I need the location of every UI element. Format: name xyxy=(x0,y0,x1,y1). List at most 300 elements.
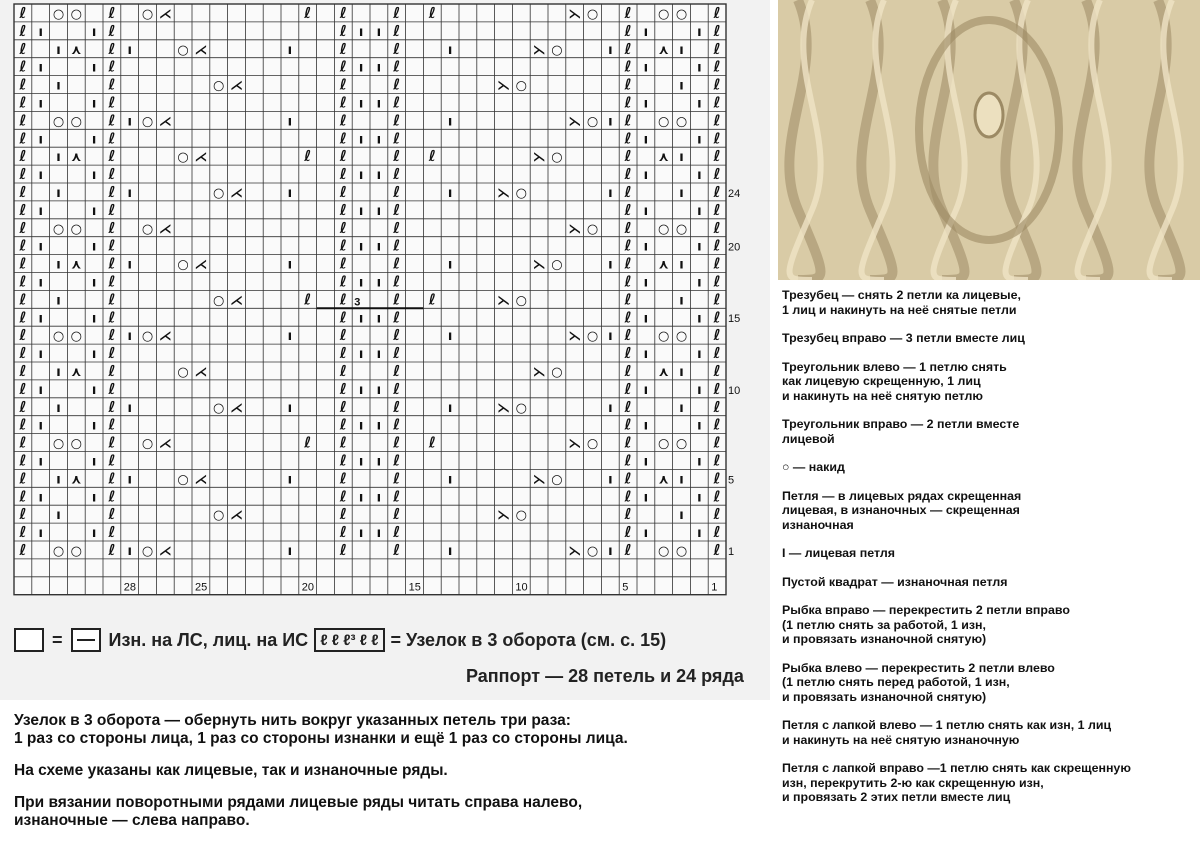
chart-symbol: ℓ xyxy=(304,147,312,166)
chart-symbol: ⋏ xyxy=(658,472,669,488)
chart-symbol: ⋌ xyxy=(158,436,172,452)
chart-symbol: ○ xyxy=(213,185,225,201)
chart-symbol: ı xyxy=(91,382,97,398)
chart-symbol: ℓ xyxy=(339,487,347,506)
chart-symbol: ℓ xyxy=(108,433,116,452)
chart-symbol: ○ xyxy=(658,221,670,237)
chart-symbol: ℓ xyxy=(19,415,27,434)
chart-symbol: ⋌ xyxy=(194,364,208,380)
chart-symbol: ℓ xyxy=(713,344,721,363)
chart-symbol: ℓ xyxy=(393,397,401,416)
chart-symbol: ○ xyxy=(515,293,527,309)
chart-symbol: ℓ xyxy=(713,200,721,219)
chart-symbol: ○ xyxy=(586,543,599,559)
chart-symbol: ⋋ xyxy=(497,508,510,524)
chart-symbol: ⋋ xyxy=(532,364,546,380)
chart-symbol: ℓ xyxy=(339,540,347,559)
chart-symbol: ℓ xyxy=(393,21,401,40)
chart-symbol: ℓ xyxy=(19,397,27,416)
chart-symbol: ℓ xyxy=(624,3,632,22)
chart-symbol: ı xyxy=(91,203,97,219)
chart-symbol: ı xyxy=(127,257,132,273)
chart-symbol: ı xyxy=(56,293,61,309)
chart-symbol: ı xyxy=(56,257,61,273)
row-number: 10 xyxy=(728,384,741,397)
chart-symbol: ı xyxy=(358,275,364,291)
chart-symbol: ı xyxy=(38,96,43,112)
symbol-legend xyxy=(782,288,1196,819)
chart-symbol: ℓ xyxy=(624,326,632,345)
chart-symbol: ○ xyxy=(52,543,65,559)
chart-symbol: ı xyxy=(697,168,702,184)
note-paragraph-3: При вязании поворотными рядами лицевые ряды читать справа налево, изнаночные — слева направо. xyxy=(14,794,583,829)
chart-symbol: ○ xyxy=(141,221,154,237)
chart-symbol: ı xyxy=(643,454,649,470)
chart-symbol: ℓ xyxy=(108,361,116,380)
chart-symbol: ℓ xyxy=(713,487,721,506)
chart-symbol: ℓ xyxy=(713,75,721,94)
chart-symbol: ı xyxy=(608,257,613,273)
chart-symbol: ı xyxy=(358,490,364,506)
row-number: 5 xyxy=(728,474,735,487)
chart-symbol: ı xyxy=(376,454,382,470)
legend-entry-9: Рыбка вправо — перекрестить 2 петли вправо (1 петлю снять за работой, 1 изн, и провязать изнаночной снятую) xyxy=(782,603,1070,646)
chart-symbol: ı xyxy=(376,239,382,255)
chart-symbol: ı xyxy=(697,347,702,363)
chart-symbol: ℓ xyxy=(393,361,401,380)
chart-symbol: ı xyxy=(376,347,382,363)
chart-symbol: ○ xyxy=(515,78,527,94)
chart-symbol: ı xyxy=(127,114,132,130)
chart-symbol: ı xyxy=(287,42,293,58)
chart-symbol: ℓ xyxy=(339,39,347,58)
chart-symbol: ℓ xyxy=(108,236,116,255)
chart-symbol: ℓ xyxy=(393,39,401,58)
chart-symbol: ℓ xyxy=(713,379,721,398)
chart-symbol: ı xyxy=(38,490,43,506)
chart-symbol: ○ xyxy=(551,364,563,380)
chart-symbol: ⋌ xyxy=(230,508,243,524)
chart-symbol: ℓ xyxy=(713,505,721,524)
chart-symbol: ı xyxy=(679,42,684,58)
chart-symbol: ℓ xyxy=(19,21,27,40)
chart-symbol: ○ xyxy=(213,293,225,309)
chart-symbol: ℓ xyxy=(108,379,116,398)
chart-symbol: ℓ xyxy=(713,272,721,291)
chart-symbol: ⋌ xyxy=(194,472,208,488)
chart-symbol: ○ xyxy=(515,508,527,524)
chart-symbol: ı xyxy=(358,311,364,327)
chart-symbol: ℓ xyxy=(624,344,632,363)
chart-symbol: ı xyxy=(697,454,702,470)
chart-symbol: ℓ xyxy=(108,469,116,488)
chart-symbol: ℓ xyxy=(19,505,27,524)
chart-symbol: ı xyxy=(38,382,43,398)
chart-symbol: ℓ xyxy=(624,415,632,434)
chart-symbol: ○ xyxy=(658,436,670,452)
chart-symbol: ○ xyxy=(141,543,154,559)
chart-symbol: ℓ xyxy=(108,147,116,166)
chart-symbol: ı xyxy=(56,78,61,94)
chart-symbol: ⋌ xyxy=(158,221,172,237)
chart-symbol: ı xyxy=(358,239,364,255)
chart-symbol: ı xyxy=(679,400,684,416)
chart-symbol: ı xyxy=(679,185,684,201)
row-number: 1 xyxy=(728,545,735,558)
row-number: 15 xyxy=(728,313,741,326)
chart-symbol: ℓ xyxy=(339,361,347,380)
chart-symbol: ℓ xyxy=(428,3,436,22)
chart-symbol: ⋌ xyxy=(194,150,208,166)
legend-knot-text: = Узелок в 3 оборота (см. с. 15) xyxy=(390,629,667,650)
chart-symbol: ı xyxy=(127,329,132,345)
chart-symbol: ℓ xyxy=(19,487,27,506)
chart-symbol: ℓ xyxy=(108,75,116,94)
chart-symbol: ℓ xyxy=(624,21,632,40)
column-number: 25 xyxy=(195,581,208,594)
chart-symbol: ○ xyxy=(675,543,688,559)
chart-symbol: ℓ xyxy=(339,200,347,219)
chart-symbol: ı xyxy=(358,347,364,363)
chart-symbol: ı xyxy=(38,239,43,255)
chart-symbol: ı xyxy=(679,257,684,273)
chart-symbol: ℓ xyxy=(393,75,401,94)
chart-symbol: ℓ xyxy=(393,505,401,524)
chart-symbol: ℓ xyxy=(19,523,27,542)
chart-symbol: ℓ xyxy=(624,182,632,201)
chart-symbol: ○ xyxy=(141,6,154,22)
legend-entry-3: Треугольник влево — 1 петлю снять как лицевую скрещенную, 1 лиц и накинуть на неё снятую петлю xyxy=(782,359,1007,403)
chart-symbol: ı xyxy=(643,347,649,363)
chart-symbol: ℓ xyxy=(713,236,721,255)
chart-symbol: ℓ xyxy=(624,469,632,488)
chart-symbol: ○ xyxy=(177,257,189,273)
chart-symbol: ℓ xyxy=(713,39,721,58)
chart-symbol: ℓ xyxy=(393,147,401,166)
chart-symbol: ı xyxy=(608,42,613,58)
chart-symbol: ℓ xyxy=(19,218,27,237)
chart-symbol: ı xyxy=(56,508,61,524)
chart-symbol: ℓ xyxy=(108,21,116,40)
chart-symbol: ℓ xyxy=(19,200,27,219)
chart-symbol: ı xyxy=(38,418,43,434)
chart-symbol: ℓ xyxy=(19,57,27,76)
pattern-notes xyxy=(14,712,774,844)
column-number: 20 xyxy=(301,581,315,594)
knot-symbols-text: ℓ ℓ ℓ³ ℓ ℓ xyxy=(320,631,379,649)
legend-entry-2: Трезубец вправо — 3 петли вместе лиц xyxy=(782,331,1025,345)
chart-symbol: ℓ xyxy=(428,290,436,309)
chart-symbol: ⋌ xyxy=(230,78,243,94)
chart-symbol: ℓ xyxy=(108,182,116,201)
chart-symbol: ℓ xyxy=(393,290,401,309)
chart-symbol: ı xyxy=(697,239,702,255)
chart-symbol: ℓ xyxy=(713,469,721,488)
chart-symbol: ℓ xyxy=(339,433,347,452)
chart-symbol: ı xyxy=(447,42,453,58)
chart-symbol: ○ xyxy=(70,543,82,559)
chart-symbol: ○ xyxy=(658,329,670,345)
knot-motif xyxy=(975,93,1003,137)
chart-symbol: ℓ xyxy=(108,487,116,506)
dash-square-icon xyxy=(71,628,101,652)
chart-symbol: ℓ xyxy=(108,308,116,327)
chart-symbol: ı xyxy=(608,400,613,416)
legend-entry-10: Рыбка влево — перекрестить 2 петли влево (1 петлю снять перед работой, 1 изн, и провязать изнаночной снятую) xyxy=(782,660,1055,704)
chart-symbol: ℓ xyxy=(108,93,116,112)
chart-symbol: ı xyxy=(643,311,649,327)
note-paragraph-2: На схеме указаны как лицевые, так и изнаночные ряды. xyxy=(14,762,448,779)
chart-symbol: ı xyxy=(697,418,702,434)
chart-symbol: ı xyxy=(447,400,453,416)
chart-symbol: ⋋ xyxy=(497,185,510,201)
chart-symbol: ı xyxy=(643,490,649,506)
chart-symbol: ı xyxy=(697,382,702,398)
chart-symbol: ℓ xyxy=(624,93,632,112)
chart-symbol: ı xyxy=(679,78,684,94)
chart-symbol: ℓ xyxy=(304,3,312,22)
chart-symbol: ı xyxy=(38,454,43,470)
chart-symbol: ℓ xyxy=(393,308,401,327)
chart-symbol: ℓ xyxy=(624,57,632,76)
chart-symbol: ℓ xyxy=(624,379,632,398)
chart-symbol: ı xyxy=(376,490,382,506)
chart-symbol: ı xyxy=(643,203,649,219)
chart-symbol: ℓ xyxy=(713,93,721,112)
chart-symbol: ℓ xyxy=(304,433,312,452)
note-paragraph-1: Узелок в 3 оборота — обернуть нить вокруг указанных петель три раза: 1 раз со стороны лица, 1 раз со стороны изнанки и ещё 1 раз со стороны лица. xyxy=(14,712,628,747)
chart-symbol: ⋏ xyxy=(658,150,669,166)
chart-symbol: ℓ xyxy=(624,111,632,130)
chart-symbol: ℓ xyxy=(108,523,116,542)
chart-symbol: ı xyxy=(643,239,649,255)
chart-symbol: ı xyxy=(608,543,613,559)
chart-symbol: ı xyxy=(127,472,132,488)
rapport-label: Раппорт — 28 петель и 24 ряда xyxy=(466,666,744,686)
chart-symbol: ı xyxy=(376,526,382,542)
chart-symbol: ı xyxy=(358,96,364,112)
chart-symbol: ℓ xyxy=(108,129,116,148)
chart-symbol: ℓ xyxy=(624,451,632,470)
chart-symbol: ℓ xyxy=(19,111,27,130)
chart-symbol: ℓ xyxy=(393,415,401,434)
chart-symbol: ℓ xyxy=(19,39,27,58)
chart-symbol: ı xyxy=(38,311,43,327)
chart-symbol: ○ xyxy=(675,114,688,130)
chart-symbol: ı xyxy=(358,382,364,398)
legend-entry-12: Петля с лапкой вправо —1 петлю снять как скрещенную изн, перекрутить 2-ю как скрещенную изн, и провязать 2 этих петли вместе лиц xyxy=(782,761,1131,804)
chart-symbol: ℓ xyxy=(393,3,401,22)
chart-symbol: ı xyxy=(91,418,97,434)
chart-symbol: ı xyxy=(358,24,364,40)
chart-symbol: ℓ xyxy=(19,379,27,398)
chart-symbol: ○ xyxy=(586,329,599,345)
chart-symbol: ○ xyxy=(70,221,82,237)
chart-symbol: ○ xyxy=(551,42,563,58)
chart-symbol: ℓ xyxy=(393,57,401,76)
chart-symbol: ℓ xyxy=(624,487,632,506)
chart-symbol: ℓ xyxy=(624,218,632,237)
legend-entry-5: ○ — накид xyxy=(782,460,845,474)
chart-symbol: ℓ xyxy=(108,111,116,130)
chart-symbol: ı xyxy=(376,382,382,398)
chart-symbol: ℓ xyxy=(108,505,116,524)
chart-symbol: ℓ xyxy=(713,254,721,273)
chart-symbol: ℓ xyxy=(428,433,436,452)
chart-symbol: ○ xyxy=(658,543,670,559)
chart-symbol: ı xyxy=(376,168,382,184)
chart-symbol: ı xyxy=(127,185,132,201)
chart-symbol: ⋌ xyxy=(194,257,208,273)
chart-symbol: ⋏ xyxy=(71,42,82,58)
chart-symbol: ○ xyxy=(658,114,670,130)
chart-symbol: ı xyxy=(697,96,702,112)
column-number: 10 xyxy=(515,581,528,594)
chart-symbol: ı xyxy=(697,490,702,506)
chart-symbol: ℓ xyxy=(108,218,116,237)
chart-symbol: ı xyxy=(127,400,132,416)
chart-symbol: ⋌ xyxy=(158,114,172,130)
chart-symbol: ı xyxy=(358,526,364,542)
chart-symbol: ⋏ xyxy=(71,364,82,380)
chart-symbol: ℓ xyxy=(393,129,401,148)
chart-symbol: ℓ xyxy=(393,165,401,184)
chart-symbol: ⋌ xyxy=(158,543,172,559)
chart-symbol: ℓ xyxy=(624,39,632,58)
chart-symbol: ⋏ xyxy=(658,42,669,58)
chart-legend-row xyxy=(14,628,666,652)
chart-symbol: ı xyxy=(91,96,97,112)
chart-symbol: ı xyxy=(56,472,61,488)
chart-symbol: ı xyxy=(91,168,97,184)
column-number: 15 xyxy=(408,581,421,594)
chart-symbol: ı xyxy=(643,168,649,184)
chart-symbol: ○ xyxy=(586,221,599,237)
chart-symbol: ℓ xyxy=(339,93,347,112)
chart-symbol: ○ xyxy=(675,6,688,22)
chart-symbol: ı xyxy=(447,114,453,130)
chart-symbol: ℓ xyxy=(713,57,721,76)
chart-grid xyxy=(14,4,726,595)
chart-symbol: ı xyxy=(608,472,613,488)
chart-symbol: ı xyxy=(376,24,382,40)
chart-symbol: ℓ xyxy=(339,218,347,237)
chart-symbol: ı xyxy=(127,543,132,559)
chart-symbol: ⋌ xyxy=(194,42,208,58)
chart-symbol: ℓ xyxy=(624,397,632,416)
chart-symbol: ○ xyxy=(586,6,599,22)
chart-symbol: ○ xyxy=(177,42,189,58)
chart-symbol: ℓ xyxy=(19,129,27,148)
chart-symbol: ı xyxy=(679,150,684,166)
chart-symbol: ℓ xyxy=(713,111,721,130)
chart-symbol: ℓ xyxy=(339,397,347,416)
legend-entry-7: I — лицевая петля xyxy=(782,546,895,560)
chart-symbol: ○ xyxy=(177,364,189,380)
chart-symbol: ℓ xyxy=(339,290,347,309)
chart-symbol: ℓ xyxy=(19,75,27,94)
chart-symbol: ı xyxy=(91,454,97,470)
chart-symbol: ⋋ xyxy=(532,42,546,58)
chart-symbol: ℓ xyxy=(624,433,632,452)
chart-symbol: ı xyxy=(643,382,649,398)
chart-symbol: ℓ xyxy=(339,379,347,398)
knot-number: 3 xyxy=(354,296,361,309)
chart-symbol: ı xyxy=(91,490,97,506)
chart-symbol: ı xyxy=(38,203,43,219)
chart-symbol: ℓ xyxy=(624,308,632,327)
purl-square-icon xyxy=(14,628,44,652)
chart-symbol: ℓ xyxy=(19,469,27,488)
chart-symbol: ℓ xyxy=(19,290,27,309)
chart-symbol: ı xyxy=(376,275,382,291)
chart-symbol: ○ xyxy=(658,6,670,22)
chart-symbol: ℓ xyxy=(624,290,632,309)
chart-symbol: ℓ xyxy=(339,182,347,201)
chart-symbol: ℓ xyxy=(393,379,401,398)
column-number: 5 xyxy=(622,581,629,594)
chart-symbol: ı xyxy=(91,347,97,363)
chart-symbol: ℓ xyxy=(393,469,401,488)
chart-symbol: ℓ xyxy=(108,3,116,22)
chart-symbol: ℓ xyxy=(19,540,27,559)
row-number: 24 xyxy=(728,187,741,200)
chart-symbol: ℓ xyxy=(339,254,347,273)
chart-symbol: ○ xyxy=(52,114,65,130)
chart-symbol: ℓ xyxy=(108,254,116,273)
chart-symbol: ⋋ xyxy=(568,6,582,22)
chart-symbol: ℓ xyxy=(713,326,721,345)
chart-symbol: ı xyxy=(91,311,97,327)
chart-symbol: ℓ xyxy=(624,361,632,380)
chart-symbol: ℓ xyxy=(339,75,347,94)
chart-symbol: ℓ xyxy=(393,326,401,345)
chart-symbol: ı xyxy=(608,185,613,201)
chart-symbol: ı xyxy=(287,400,293,416)
chart-symbol: ı xyxy=(287,185,293,201)
chart-symbol: ℓ xyxy=(339,505,347,524)
chart-symbol: ⋋ xyxy=(497,400,510,416)
chart-symbol: ○ xyxy=(675,436,688,452)
chart-symbol: ℓ xyxy=(339,344,347,363)
chart-symbol: ı xyxy=(376,96,382,112)
row-number: 20 xyxy=(728,241,741,254)
chart-symbol: ℓ xyxy=(713,182,721,201)
chart-symbol: ℓ xyxy=(19,308,27,327)
chart-symbol: ı xyxy=(91,60,97,76)
chart-symbol: ⋋ xyxy=(497,78,510,94)
chart-symbol: ℓ xyxy=(624,165,632,184)
chart-symbol: ℓ xyxy=(713,433,721,452)
column-number: 1 xyxy=(711,581,718,594)
chart-symbol: ⋏ xyxy=(71,257,82,273)
chart-symbol: ℓ xyxy=(713,21,721,40)
chart-symbol: ℓ xyxy=(624,272,632,291)
chart-symbol: ○ xyxy=(515,185,527,201)
chart-symbol: ı xyxy=(643,418,649,434)
chart-symbol: ○ xyxy=(213,400,225,416)
chart-symbol: ℓ xyxy=(393,523,401,542)
chart-symbol: ı xyxy=(287,257,293,273)
chart-symbol: ı xyxy=(376,418,382,434)
chart-symbol: ı xyxy=(287,543,293,559)
legend-entry-1: Трезубец — снять 2 петли ка лицевые, 1 лиц и накинуть на неё снятые петли xyxy=(782,288,1021,317)
chart-symbol: ℓ xyxy=(713,415,721,434)
chart-symbol: ⋌ xyxy=(230,293,243,309)
chart-symbol: ○ xyxy=(52,436,65,452)
chart-symbol: ℓ xyxy=(713,361,721,380)
chart-symbol: ℓ xyxy=(108,57,116,76)
